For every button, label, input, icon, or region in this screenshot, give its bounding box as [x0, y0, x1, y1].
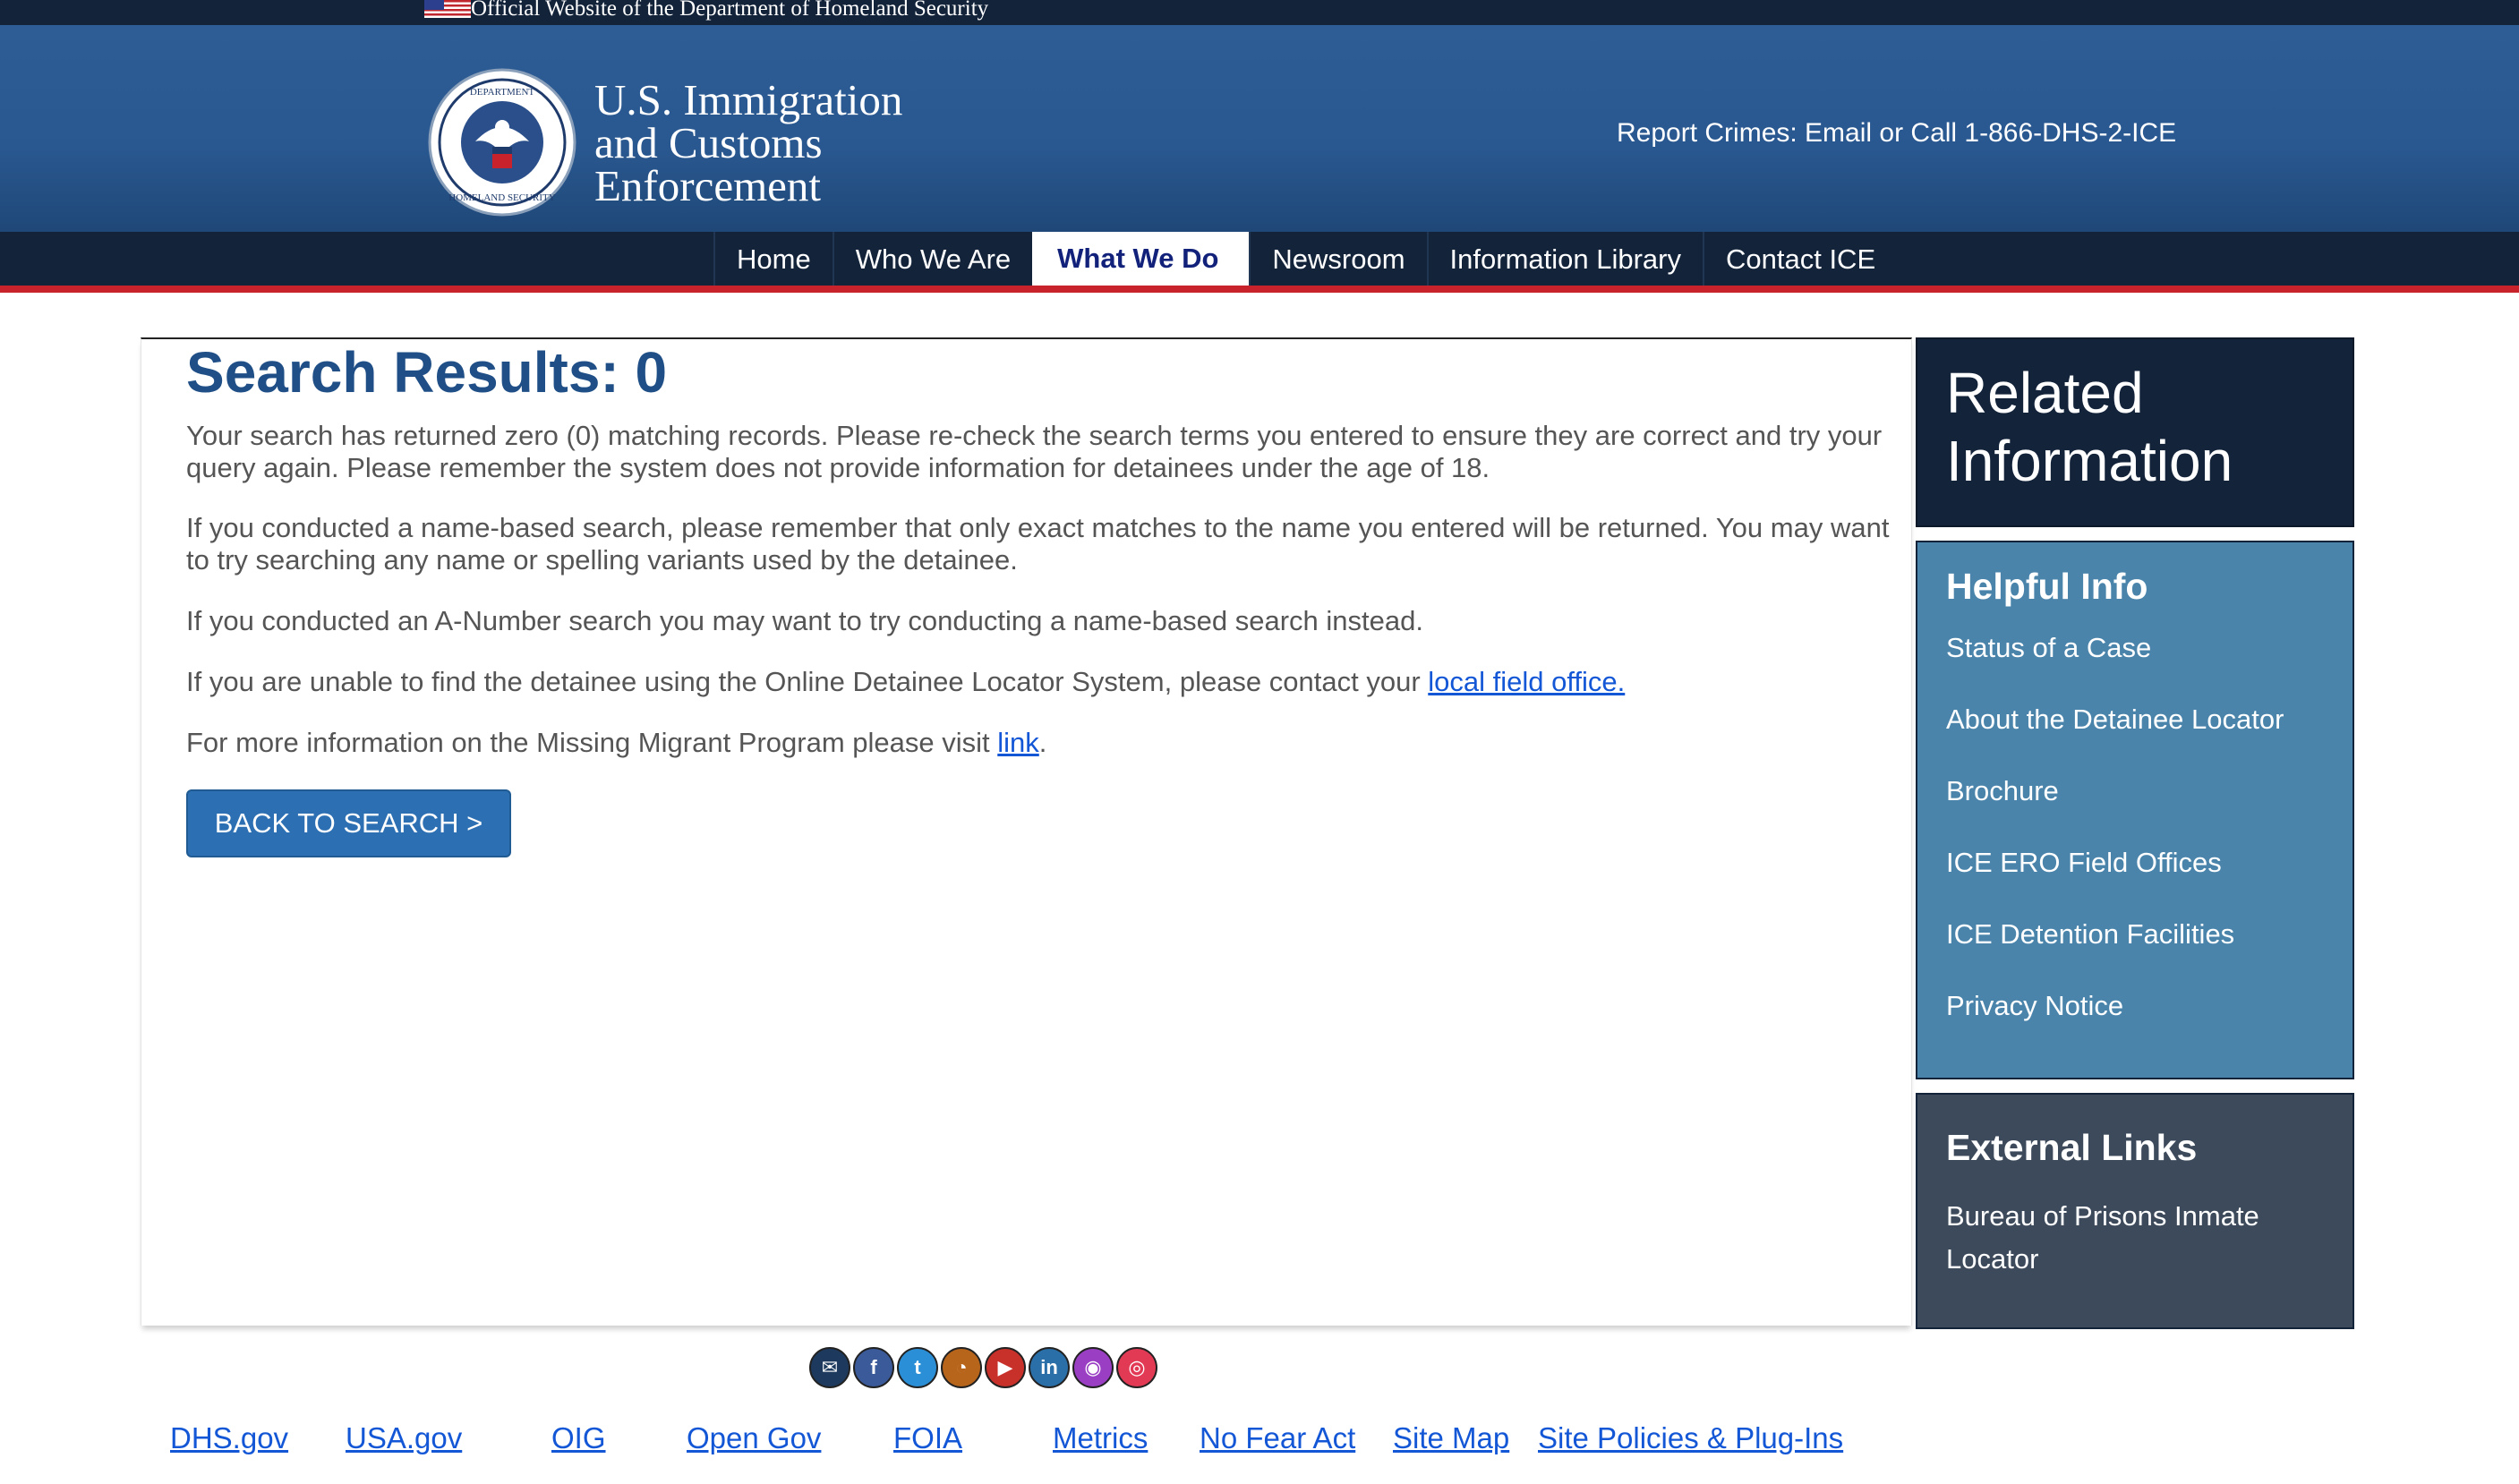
- helpful-info-title: Helpful Info: [1946, 566, 2148, 607]
- footer-link-open-gov[interactable]: Open Gov: [687, 1421, 822, 1454]
- field-office-text: If you are unable to find the detainee using the Online Detainee Locator System, please contact your: [186, 666, 1429, 697]
- helpful-link-brochure[interactable]: Brochure: [1946, 775, 2059, 806]
- search-results-panel: [141, 337, 1912, 1326]
- instagram-icon[interactable]: ◎: [1116, 1347, 1157, 1388]
- related-information-box: [1916, 337, 2354, 527]
- helpful-link-about-detainee-locator[interactable]: About the Detainee Locator: [1946, 704, 2284, 735]
- footer-link-site-policies[interactable]: Site Policies & Plug-Ins: [1538, 1421, 1844, 1454]
- podcast-icon[interactable]: ◉: [1072, 1347, 1114, 1388]
- footer-link-usa[interactable]: USA.gov: [346, 1421, 463, 1454]
- footer-links: [0, 1421, 2519, 1461]
- svg-text:DEPARTMENT: DEPARTMENT: [469, 87, 535, 98]
- page-title: Search Results: 0: [186, 340, 668, 405]
- linkedin-icon[interactable]: in: [1029, 1347, 1070, 1388]
- agency-name-line-2: and Customs: [594, 118, 823, 167]
- a-number-tip: If you conducted an A-Number search you may want to try conducting a name-based search instead.: [186, 605, 1423, 636]
- site-header: [0, 25, 2519, 232]
- footer-link-no-fear-act[interactable]: No Fear Act: [1200, 1421, 1356, 1454]
- helpful-link-ice-detention-facilities[interactable]: ICE Detention Facilities: [1946, 918, 2235, 950]
- svg-text:HOMELAND SECURITY: HOMELAND SECURITY: [448, 192, 556, 203]
- name-search-tip: If you conducted a name-based search, please remember that only exact matches to the name you entered will be returned. You may want to try searching any name or spelling variants used by the detainee.: [186, 512, 1890, 576]
- agency-name-line-3: Enforcement: [594, 161, 822, 210]
- social-icons: [809, 1347, 1160, 1388]
- nav-item-home[interactable]: Home: [713, 232, 833, 287]
- helpful-link-ice-ero-field-offices[interactable]: ICE ERO Field Offices: [1946, 847, 2222, 878]
- missing-migrant-period: .: [1038, 727, 1047, 758]
- main-nav: [0, 232, 2519, 287]
- footer-link-oig[interactable]: OIG: [551, 1421, 606, 1454]
- dhs-seal-icon[interactable]: [428, 68, 576, 217]
- results-message: Your search has returned zero (0) matching records. Please re-check the search terms you entered to ensure they are correct and try your query again. Please remember the system does not provide information for detainees under the age of 18.: [186, 420, 1883, 483]
- nav-item-information-library[interactable]: Information Library: [1427, 232, 1703, 287]
- gov-banner: [0, 0, 2519, 25]
- helpful-info-box: [1916, 541, 2354, 1079]
- report-crimes-text: Report Crimes: Email or Call 1-866-DHS-2-ICE: [1617, 118, 2177, 148]
- nav-item-what-we-do[interactable]: What We Do: [1032, 232, 1249, 286]
- external-links-title: External Links: [1946, 1127, 2198, 1168]
- gov-banner-text: Official Website of the Department of Homeland Security: [471, 0, 989, 21]
- agency-name[interactable]: [594, 75, 903, 210]
- youtube-icon[interactable]: ▶: [985, 1347, 1026, 1388]
- twitter-icon[interactable]: t: [897, 1347, 938, 1388]
- helpful-link-status-of-a-case[interactable]: Status of a Case: [1946, 632, 2152, 663]
- footer-link-foia[interactable]: FOIA: [893, 1421, 963, 1454]
- footer-link-metrics[interactable]: Metrics: [1053, 1421, 1148, 1454]
- agency-name-line-1: U.S. Immigration: [594, 75, 903, 124]
- external-links-box: [1916, 1093, 2354, 1329]
- us-flag-icon: [424, 0, 471, 18]
- nav-item-who-we-are[interactable]: Who We Are: [833, 232, 1032, 287]
- facebook-icon[interactable]: f: [853, 1347, 894, 1388]
- email-icon[interactable]: ✉: [809, 1347, 850, 1388]
- missing-migrant-text: For more information on the Missing Migrant Program please visit: [186, 727, 998, 758]
- rss-icon[interactable]: ◔: [941, 1347, 982, 1388]
- back-to-search-button[interactable]: BACK TO SEARCH >: [186, 789, 511, 857]
- local-field-office-link[interactable]: local field office.: [1428, 666, 1626, 697]
- external-link-bop-inmate-locator[interactable]: Bureau of Prisons Inmate Locator: [1946, 1200, 2259, 1275]
- field-office-tip: [186, 666, 1896, 698]
- nav-item-newsroom[interactable]: Newsroom: [1249, 232, 1426, 287]
- helpful-link-privacy-notice[interactable]: Privacy Notice: [1946, 990, 2124, 1021]
- missing-migrant-tip: [186, 727, 1896, 759]
- missing-migrant-link[interactable]: link: [997, 727, 1039, 758]
- related-information-title: Related Information: [1946, 361, 2233, 493]
- nav-divider: [0, 286, 2519, 293]
- footer-link-site-map[interactable]: Site Map: [1393, 1421, 1510, 1454]
- nav-item-contact-ice[interactable]: Contact ICE: [1703, 232, 1897, 287]
- footer-link-dhs[interactable]: DHS.gov: [170, 1421, 289, 1454]
